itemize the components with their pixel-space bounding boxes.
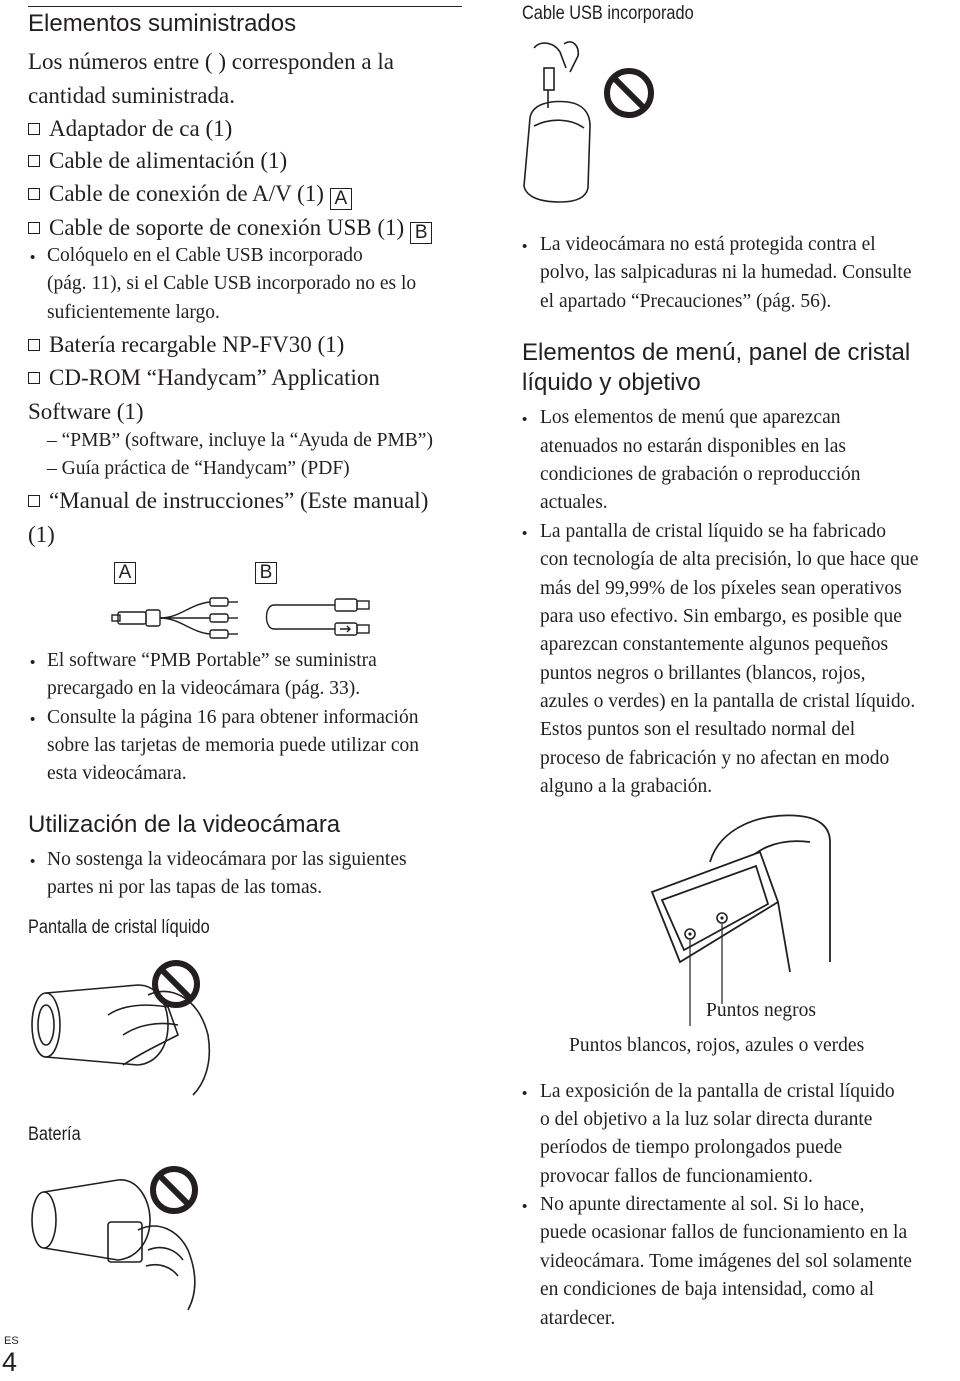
sub-item-guide: – Guía práctica de “Handycam” (PDF) [47, 458, 350, 479]
sun-note-line-3: períodos de tiempo prolongados puede [540, 1137, 843, 1158]
bullet-dot-icon: • [522, 1085, 528, 1102]
memory-note-line-3: esta videocámara. [47, 763, 187, 784]
checkbox-icon [28, 339, 40, 351]
bullet-dot-icon: • [522, 411, 528, 428]
bullet-dot-icon: • [522, 1198, 528, 1215]
bullet-dot-icon: • [30, 711, 36, 728]
bullet-dot-icon: • [522, 238, 528, 255]
item-label: Cable de soporte de conexión USB (1) [49, 215, 405, 240]
menu-note-line-1: Los elementos de menú que aparezcan [540, 407, 841, 428]
item-usb-cable [28, 215, 432, 244]
sun2-note-line-5: atardecer. [540, 1308, 616, 1329]
usb-cable-illustration [260, 595, 380, 643]
sun-note-line-4: provocar fallos de funcionamiento. [540, 1166, 813, 1187]
item-manual-line-1 [28, 488, 428, 514]
item-cdrom-line-2: Software (1) [28, 399, 144, 424]
intro-line-1: Los números entre ( ) corresponden a la [28, 49, 394, 74]
page-language: ES [4, 1335, 19, 1347]
lcd-note-line-1: La pantalla de cristal líquido se ha fabricado [540, 521, 886, 542]
checkbox-icon [28, 495, 40, 507]
section-title-using-camcorder: Utilización de la videocámara [28, 811, 341, 838]
page-number: 4 [2, 1347, 18, 1377]
menu-note-line-4: actuales. [540, 492, 608, 513]
memory-note-line-2: sobre las tarjetas de memoria puede utilizar con [47, 735, 419, 756]
intro-line-2: cantidad suministrada. [28, 83, 235, 108]
sun-note-line-1: La exposición de la pantalla de cristal líquido [540, 1081, 895, 1102]
memory-note-line-1: Consulte la página 16 para obtener información [47, 707, 419, 728]
sun2-note-line-3: videocámara. Tome imágenes del sol solamente [540, 1251, 912, 1272]
lcd-note-line-6: puntos negros o brillantes (blancos, rojos, [540, 663, 866, 684]
item-label: Adaptador de ca (1) [49, 116, 233, 141]
sun2-note-line-1: No apunte directamente al sol. Si lo hace, [540, 1194, 865, 1215]
item-cdrom-line-1 [28, 365, 380, 391]
label-a-badge: A [114, 562, 136, 584]
checkbox-icon [28, 188, 40, 200]
lcd-note-line-3: más del 99,99% de los píxeles sean operativos [540, 578, 902, 599]
dust-note-line-1: La videocámara no está protegida contra el [540, 234, 876, 255]
label-b-badge: B [255, 562, 277, 584]
bullet-dot-icon: • [30, 654, 36, 671]
lcd-panel-dots-illustration [640, 812, 840, 1012]
sun-note-line-2: o del objetivo a la luz solar directa durante [540, 1109, 873, 1130]
checkbox-icon [28, 155, 40, 167]
dust-note-line-3: el apartado “Precauciones” (pág. 56). [540, 291, 832, 312]
item-av-cable [28, 181, 352, 210]
section-title-menu-lcd-lens-line-1: Elementos de menú, panel de cristal [522, 339, 911, 366]
item-label: Batería recargable NP-FV30 (1) [49, 332, 345, 357]
bullet-dot-icon: • [30, 249, 36, 266]
item-label: “Manual de instrucciones” (Este manual) [49, 488, 429, 513]
sun2-note-line-2: puede ocasionar fallos de funcionamiento en la [540, 1222, 908, 1243]
caption-lcd-screen: Pantalla de cristal líquido [28, 917, 210, 938]
use-note-line-2: partes ni por las tapas de las tomas. [47, 877, 323, 898]
dust-note-line-2: polvo, las salpicaduras ni la humedad. Consulte [540, 262, 912, 283]
sun2-note-line-4: en condiciones de baja intensidad, como al [540, 1279, 875, 1300]
pmb-note-line-2: precargado en la videocámara (pág. 33). [47, 678, 361, 699]
item-label: CD-ROM “Handycam” Application [49, 365, 380, 390]
label-a-badge: A [330, 188, 352, 210]
menu-note-line-3: condiciones de grabación o reproducción [540, 464, 861, 485]
bullet-dot-icon: • [522, 525, 528, 542]
lcd-note-line-9: proceso de fabricación y no afectan en modo [540, 748, 890, 769]
usb-note-line-3: suficientemente largo. [47, 302, 220, 323]
checkbox-icon [28, 222, 40, 234]
label-black-dots: Puntos negros [706, 1000, 816, 1021]
sub-item-pmb: – “PMB” (software, incluye la “Ayuda de PMB”) [47, 430, 433, 451]
label-color-dots: Puntos blancos, rojos, azules o verdes [569, 1035, 865, 1056]
no-symbol-icon [148, 1164, 200, 1216]
item-power-cord [28, 148, 287, 174]
item-battery [28, 332, 344, 358]
av-cable-illustration [110, 590, 250, 642]
checkbox-icon [28, 372, 40, 384]
pmb-note-line-1: El software “PMB Portable” se suministra [47, 650, 377, 671]
item-label: Cable de conexión de A/V (1) [49, 181, 324, 206]
section-title-menu-lcd-lens-line-2: líquido y objetivo [522, 369, 701, 396]
usb-cable-camcorder-illustration [520, 38, 610, 203]
bullet-dot-icon: • [30, 853, 36, 870]
lcd-note-line-2: con tecnología de alta precisión, lo que hace que [540, 549, 919, 570]
checkbox-icon [28, 123, 40, 135]
item-label: Cable de alimentación (1) [49, 148, 288, 173]
caption-usb-cable: Cable USB incorporado [522, 3, 694, 24]
item-ac-adaptor [28, 116, 232, 142]
section-title-supplied-items: Elementos suministrados [28, 10, 297, 37]
usb-note-line-1: Colóquelo en el Cable USB incorporado [47, 245, 363, 266]
lcd-note-line-7: azules o verdes) en la pantalla de cristal líquido. [540, 691, 916, 712]
lcd-note-line-4: para uso efectivo. Sin embargo, es posible que [540, 606, 902, 627]
lcd-note-line-8: Estos puntos son el resultado normal del [540, 719, 856, 740]
item-manual-line-2: (1) [28, 522, 55, 547]
label-b-badge: B [410, 222, 432, 244]
no-symbol-icon [602, 66, 656, 120]
use-note-line-1: No sostenga la videocámara por las siguientes [47, 849, 407, 870]
no-symbol-icon [150, 958, 202, 1010]
section-rule-left [28, 6, 462, 7]
usb-note-line-2: (pág. 11), si el Cable USB incorporado no es lo [47, 273, 417, 294]
menu-note-line-2: atenuados no estarán disponibles en las [540, 436, 846, 457]
lcd-note-line-5: aparezcan constantemente algunos pequeños [540, 634, 889, 655]
lcd-note-line-10: alguno a la grabación. [540, 776, 713, 797]
caption-battery: Batería [28, 1124, 81, 1145]
